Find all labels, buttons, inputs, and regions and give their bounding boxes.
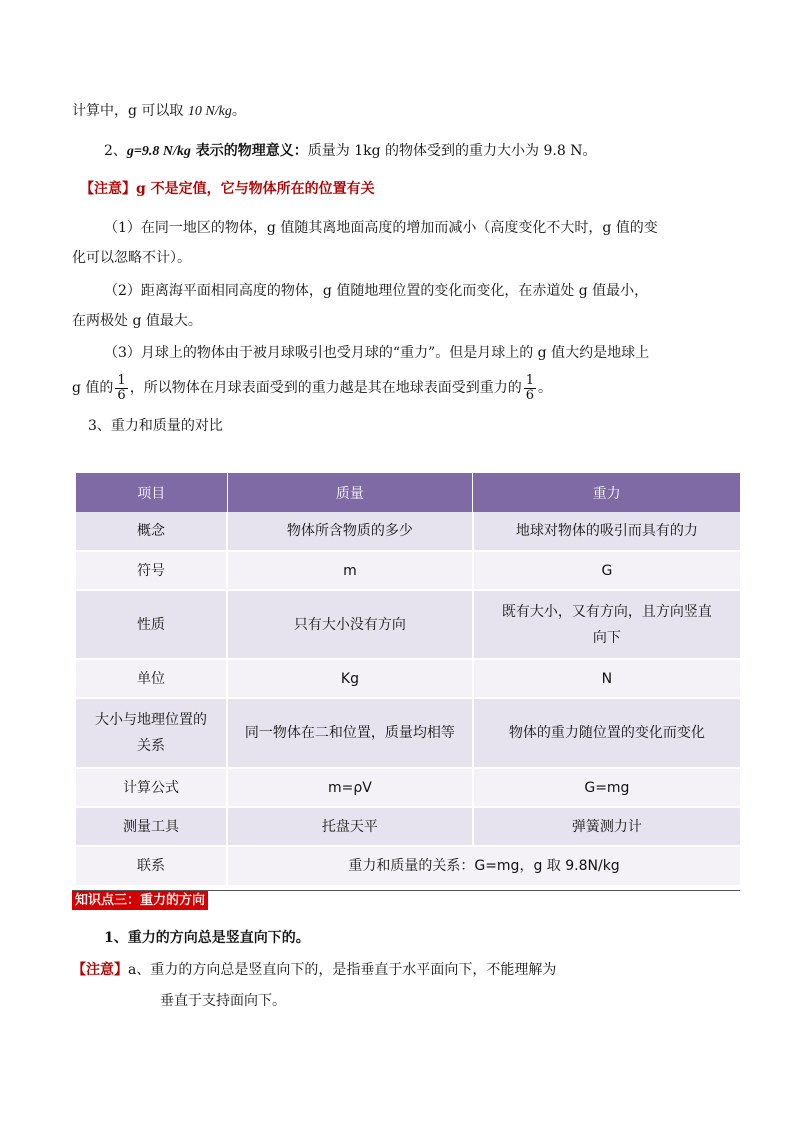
text-line-direction: 1、重力的方向总是竖直向下的。 — [104, 930, 310, 946]
item-3-line-1: （3）月球上的物体由于被月球吸引也受月球的“重力”。但是月球上的 g 值大约是地球上 — [104, 345, 650, 361]
note-g-not-constant: 【注意】g 不是定值，它与物体所在的位置有关 — [80, 181, 375, 197]
table-row: 性质 只有大小没有方向 既有大小，又有方向，且方向竖直 向下 — [76, 590, 740, 659]
table-header-row — [76, 473, 740, 512]
fraction-one-sixth: $\frac{1}{6}$ — [525, 372, 534, 403]
section-title: 知识点三：重力的方向 — [72, 891, 208, 910]
item-2-line-2: 在两极处 g 值最大。 — [72, 313, 202, 329]
table-row: 测量工具 托盘天平 弹簧测力计 — [76, 807, 740, 846]
note-direction: 【注意】a、重力的方向总是竖直向下的，是指垂直于水平面向下，不能理解为 — [72, 962, 557, 978]
table-row: 概念 物体所含物质的多少 地球对物体的吸引而具有的力 — [76, 512, 740, 551]
item-1-line-1: （1）在同一地区的物体，g 值随其离地面高度的增加而减小（高度变化不大时，g 值的变 — [104, 220, 658, 236]
table-row: 符号 m G — [76, 551, 740, 590]
item-1-line-2: 化可以忽略不计）。 — [72, 250, 191, 266]
item-2-line-1: （2）距离海平面相同高度的物体，g 值随地理位置的变化而变化，在赤道处 g 值最小， — [104, 283, 649, 299]
text-line-g-value: 计算中，g 可以取 10 N/kg。 — [72, 103, 246, 119]
table-row: 单位 Kg N — [76, 659, 740, 698]
header-mass: 质量 — [227, 473, 473, 512]
fraction-one-sixth: $\frac{1}{6}$ — [117, 372, 126, 403]
note-direction-line-2: 垂直于支持面向下。 — [160, 993, 286, 1009]
item-3-line-2: g 值的 $\frac{1}{6}$ ，所以物体在月球表面受到的重力越是其在地球表面受到重力的 $\frac{1}{6}$ 。 — [72, 372, 552, 403]
table-row: 计算公式 m=ρV G=mg — [76, 768, 740, 807]
table-row: 联系 重力和质量的关系：G=mg，g 取 9.8N/kg — [76, 846, 740, 886]
header-gravity: 重力 — [473, 473, 740, 512]
comparison-table — [76, 473, 740, 887]
table-row: 大小与地理位置的 关系 同一物体在二和位置，质量均相等 物体的重力随位置的变化而变化 — [76, 698, 740, 768]
text-line-physical-meaning: 2、g=9.8 N/kg 表示的物理意义：质量为 1kg 的物体受到的重力大小为 9.8 N。 — [104, 143, 597, 159]
heading-comparison: 3、重力和质量的对比 — [88, 418, 223, 434]
header-item: 项目 — [76, 473, 227, 512]
